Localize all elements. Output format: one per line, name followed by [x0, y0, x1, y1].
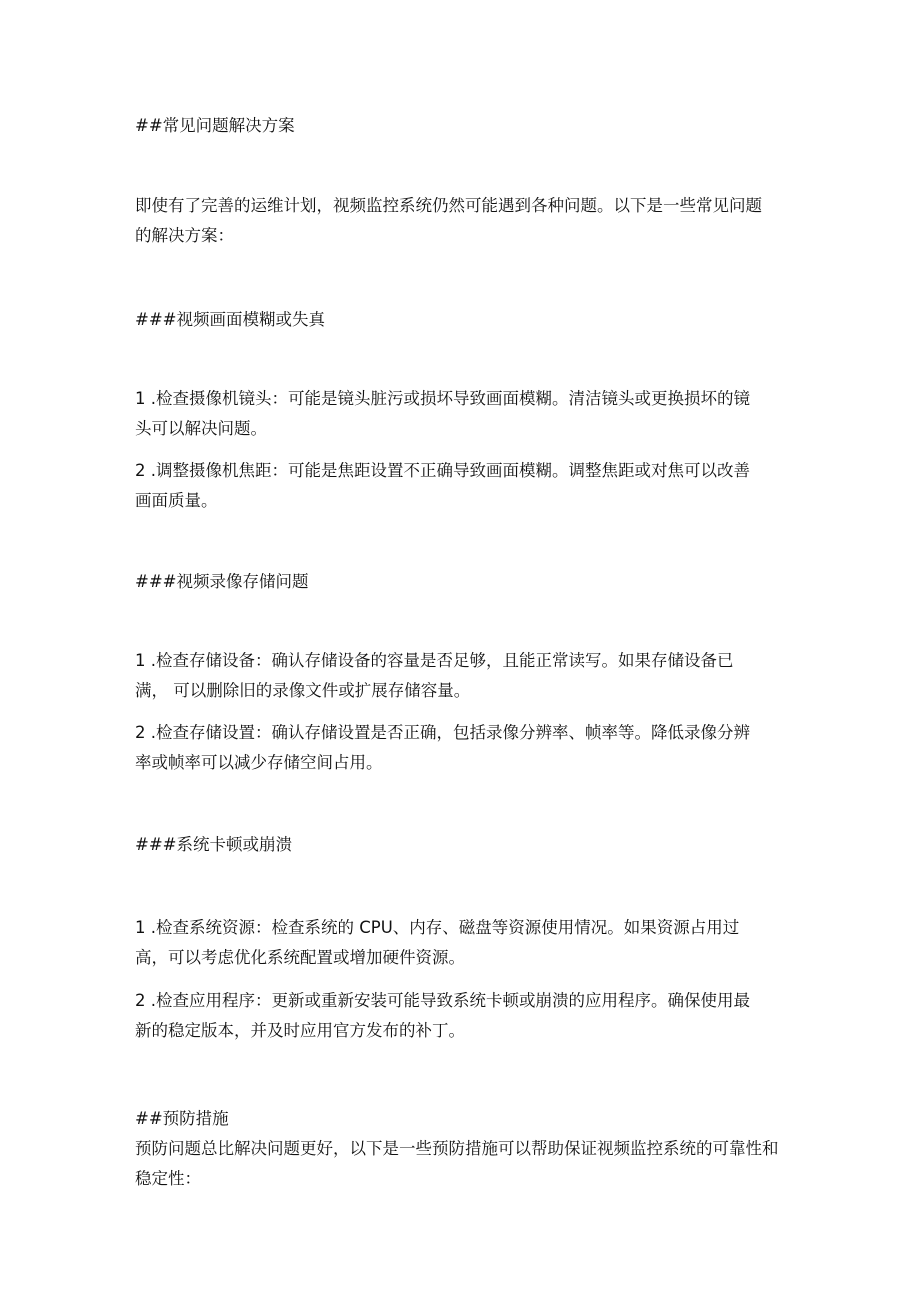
heading-common-solutions: [135, 111, 295, 141]
list-item-storage-1: [135, 646, 734, 706]
paragraph-line: 预防问题总比解决问题更好，以下是一些预防措施可以帮助保证视频监控系统的可靠性和: [135, 1139, 779, 1158]
heading-lag: [135, 830, 292, 860]
heading-text: ##常见问题解决方案: [135, 116, 295, 135]
list-item-line: 率或帧率可以减少存储空间占用。: [135, 753, 383, 772]
list-item-line: 1 .检查摄像机镜头：可能是镜头脏污或损坏导致画面模糊。清洁镜头或更换损坏的镜: [135, 389, 750, 408]
list-item-line: 满， 可以删除旧的录像文件或扩展存储容量。: [135, 681, 471, 700]
list-item-line: 2 .检查应用程序：更新或重新安装可能导致系统卡顿或崩溃的应用程序。确保使用最: [135, 991, 750, 1010]
list-item-line: 新的稳定版本，并及时应用官方发布的补丁。: [135, 1021, 465, 1040]
heading-storage: [135, 567, 308, 597]
list-item-blur-1: [135, 384, 750, 444]
paragraph-line: 即使有了完善的运维计划，视频监控系统仍然可能遇到各种问题。以下是一些常见问题: [135, 196, 762, 215]
paragraph-line: 的解决方案：: [135, 226, 234, 245]
heading-text: ###视频画面模糊或失真: [135, 310, 325, 329]
list-item-line: 2 .调整摄像机焦距：可能是焦距设置不正确导致画面模糊。调整焦距或对焦可以改善: [135, 461, 750, 480]
list-item-line: 高，可以考虑优化系统配置或增加硬件资源。: [135, 948, 465, 967]
list-item-lag-1: [135, 913, 739, 973]
heading-text: ##预防措施: [135, 1109, 229, 1128]
intro-paragraph: [135, 191, 762, 251]
list-item-blur-2: [135, 456, 750, 516]
prevention-paragraph: [135, 1134, 779, 1194]
paragraph-line: 稳定性：: [135, 1169, 201, 1188]
heading-text: ###系统卡顿或崩溃: [135, 835, 292, 854]
list-item-line: 1 .检查存储设备：确认存储设备的容量是否足够，且能正常读写。如果存储设备已: [135, 651, 734, 670]
list-item-storage-2: [135, 718, 750, 778]
list-item-lag-2: [135, 986, 750, 1046]
heading-text: ###视频录像存储问题: [135, 572, 309, 591]
heading-blur: [135, 305, 325, 335]
list-item-line: 画面质量。: [135, 491, 218, 510]
heading-prevention: [135, 1104, 229, 1134]
list-item-line: 2 .检查存储设置：确认存储设置是否正确，包括录像分辨率、帧率等。降低录像分辨: [135, 723, 750, 742]
list-item-line: 头可以解决问题。: [135, 419, 267, 438]
list-item-line: 1 .检查系统资源：检查系统的 CPU、内存、磁盘等资源使用情况。如果资源占用过: [135, 918, 740, 937]
